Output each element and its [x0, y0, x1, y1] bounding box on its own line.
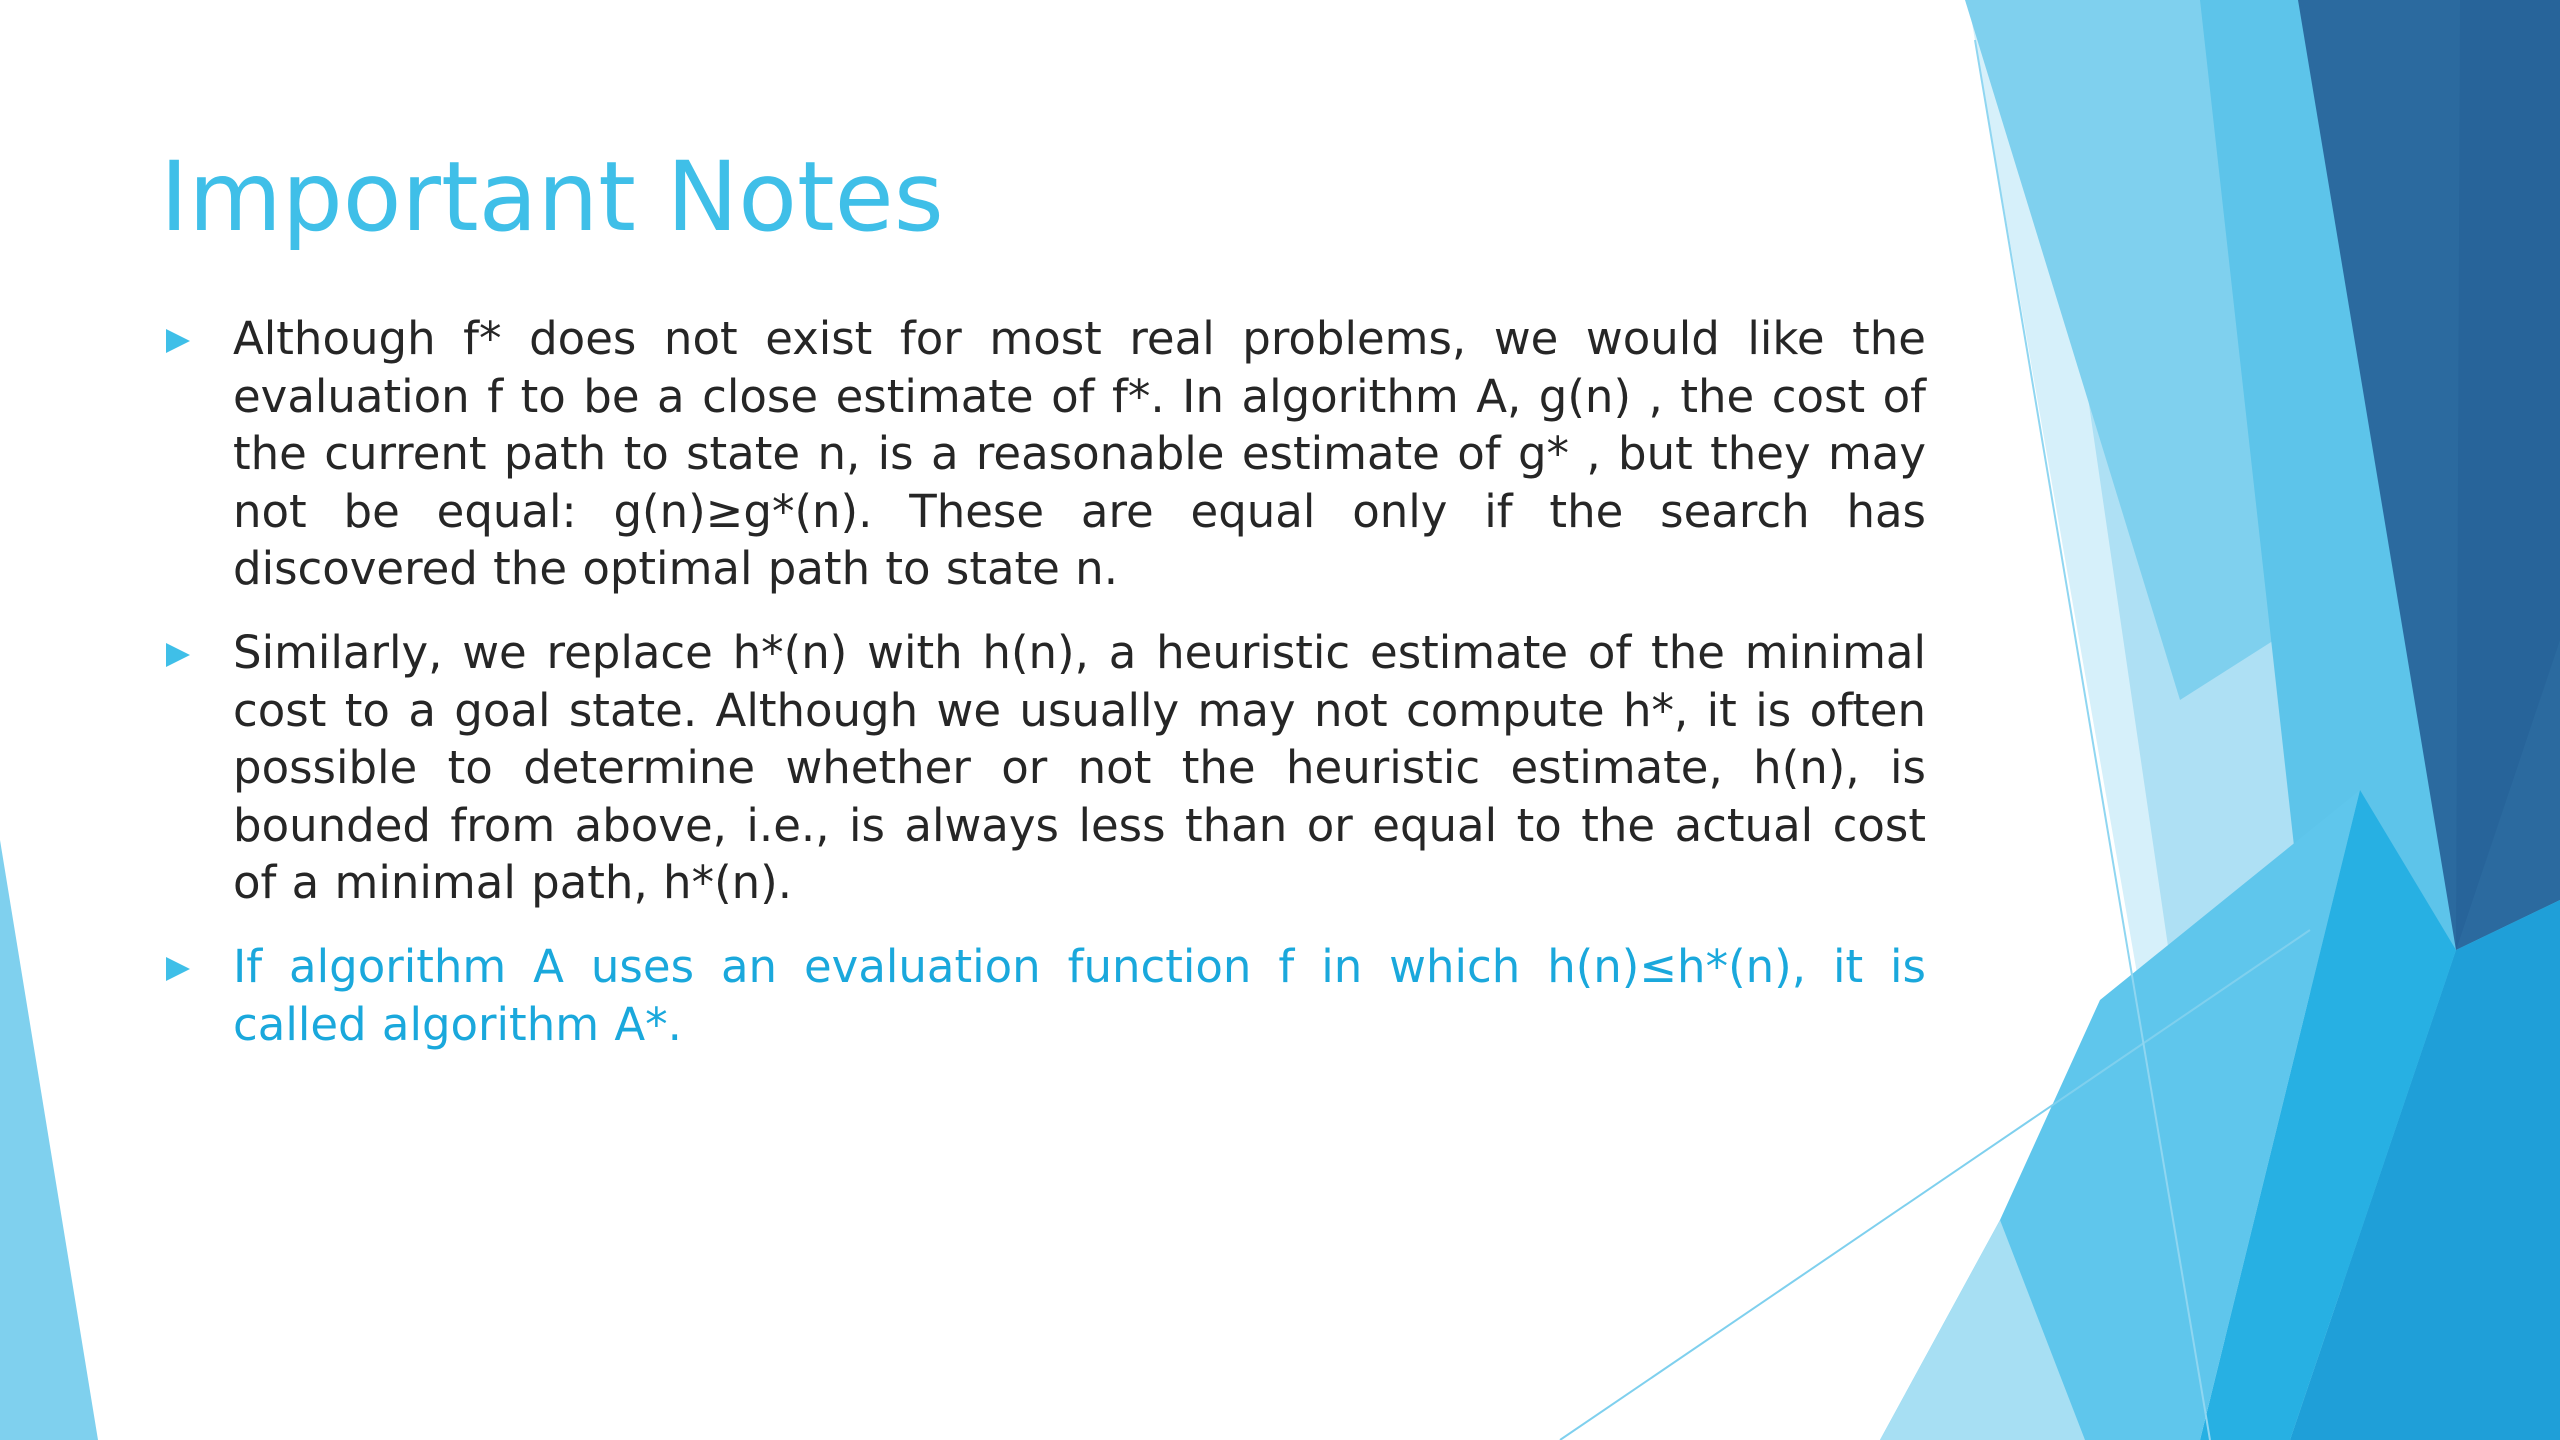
- triangle-bullet-icon: [166, 329, 190, 353]
- triangle-bullet-icon: [166, 957, 190, 981]
- bullet-text: Similarly, we replace h*(n) with h(n), a heuristic estimate of the minimal cost to a goal state. Although we usually may not compute h*, it is often possible to determine whether or not the heuristic estimate, h(n), is bounded from above, i.e., is always less than or equal to the actual cost of a minimal path, h*(n).: [233, 625, 1926, 910]
- bullet-item: [160, 310, 1926, 598]
- bullet-text: Although f* does not exist for most real problems, we would like the evaluation f to be a close estimate of f*. In algorithm A, g(n) , the cost of the current path to state n, is a reasonable estimate of g* , but they may not be equal: g(n)≥g*(n). These are equal only if the search has discovered the optimal path to state n.: [233, 312, 1926, 596]
- slide-title: Important Notes: [160, 141, 944, 253]
- bullet-text: If algorithm A uses an evaluation function f in which h(n)≤h*(n), it is called algorithm A*.: [233, 939, 1926, 1051]
- triangle-bullet-icon: [166, 643, 190, 667]
- left-sliver-shape: [0, 840, 98, 1440]
- bullet-item: [160, 624, 1926, 912]
- bullet-item-highlighted: [160, 938, 1926, 1053]
- bullet-list: [160, 310, 1926, 1079]
